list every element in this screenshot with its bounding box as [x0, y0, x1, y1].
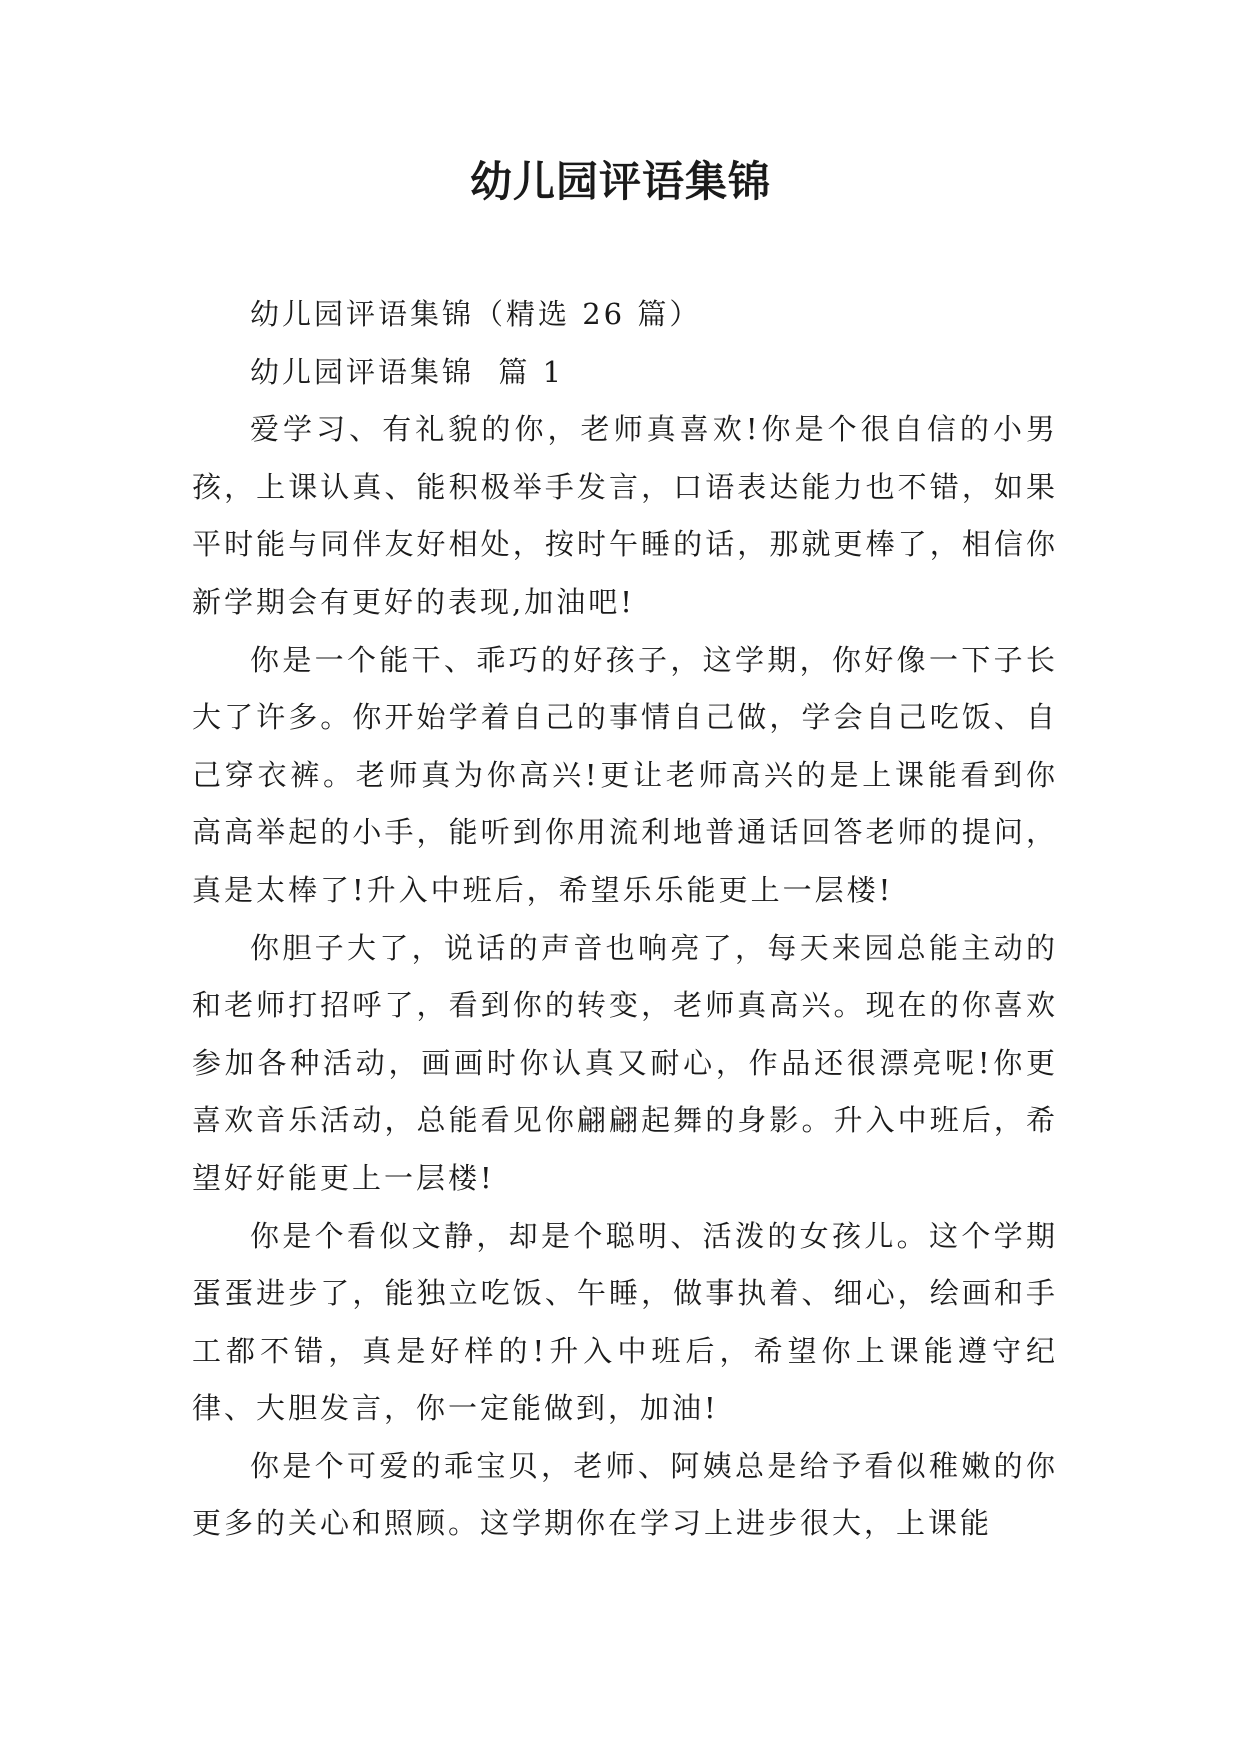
paragraph: 你胆子大了，说话的声音也响亮了，每天来园总能主动的和老师打招呼了，看到你的转变，老师真高兴。现在的你喜欢参加各种活动，画画时你认真又耐心，作品还很漂亮呢!你更喜欢音乐活动，总能看见你翩翩起舞的身影。升入中班后，希望好好能更上一层楼! [192, 930, 1058, 1195]
paragraph: 爱学习、有礼貌的你，老师真喜欢!你是个很自信的小男孩，上课认真、能积极举手发言，口语表达能力也不错，如果平时能与同伴友好相处，按时午睡的话，那就更棒了，相信你新学期会有更好的表现,加油吧! [192, 412, 1058, 619]
section-heading: 幼儿园评语集锦 篇 1 [250, 354, 565, 389]
document-subtitle: 幼儿园评语集锦（精选 26 篇） [250, 297, 702, 331]
paragraph: 你是个看似文静，却是个聪明、活泼的女孩儿。这个学期蛋蛋进步了，能独立吃饭、午睡，做事执着、细心，绘画和手工都不错，真是好样的!升入中班后，希望你上课能遵守纪律、大胆发言，你一定能做到，加油! [192, 1218, 1058, 1426]
document-title: 幼儿园评语集锦 [469, 157, 771, 206]
paragraph: 你是一个能干、乖巧的好孩子，这学期，你好像一下子长大了许多。你开始学着自己的事情自己做，学会自己吃饭、自己穿衣裤。老师真为你高兴!更让老师高兴的是上课能看到你高高举起的小手，能听到你用流利地普通话回答老师的提问，真是太棒了!升入中班后，希望乐乐能更上一层楼! [192, 642, 1058, 907]
document-body [192, 286, 1058, 1553]
paragraph: 你是个可爱的乖宝贝，老师、阿姨总是给予看似稚嫩的你更多的关心和照顾。这学期你在学习上进步很大，上课能 [192, 1448, 1058, 1541]
